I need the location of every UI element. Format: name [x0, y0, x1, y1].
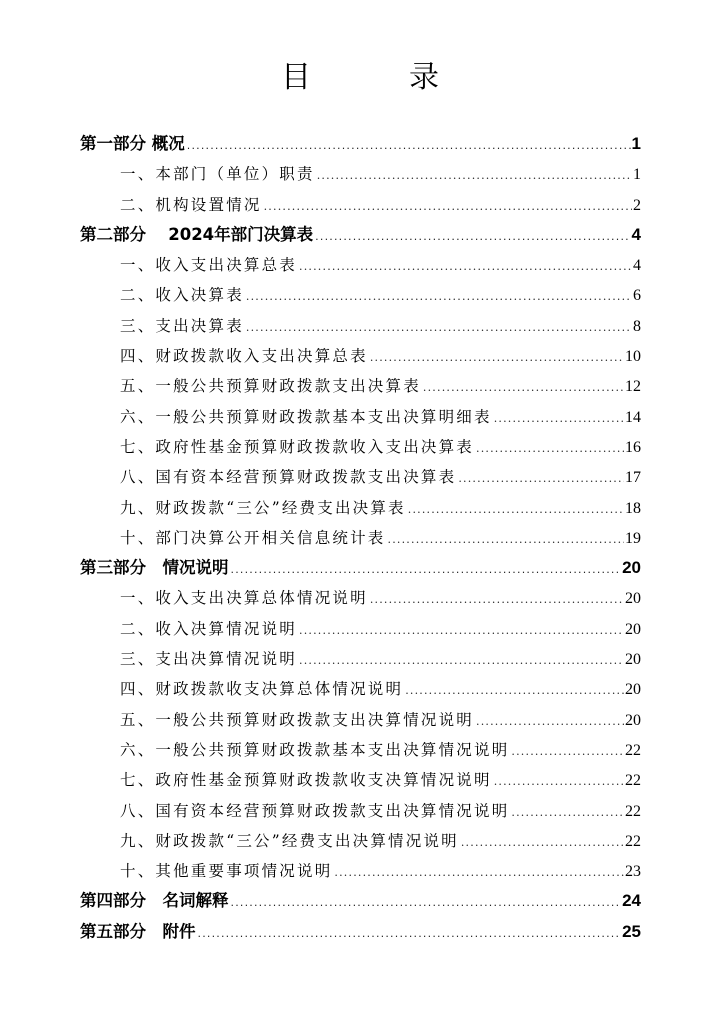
toc-page-number: 19 — [625, 529, 641, 547]
toc-page-number: 22 — [625, 802, 641, 820]
toc-entry-label: 四、财政拨款收入支出决算总表 — [120, 347, 368, 366]
toc-entry-label: 第一部分 概况 — [80, 134, 185, 153]
toc-entry-label: 十、其他重要事项情况说明 — [120, 862, 333, 881]
toc-entry-label: 六、一般公共预算财政拨款基本支出决算明细表 — [120, 407, 492, 426]
toc-dot-leader — [299, 646, 624, 676]
toc-page-number: 17 — [625, 469, 641, 487]
toc-entry-label: 四、财政拨款收支决算总体情况说明 — [120, 680, 404, 699]
toc-page-number: 20 — [625, 651, 641, 669]
toc-page-number: 14 — [625, 408, 641, 426]
toc-page-number: 20 — [622, 558, 641, 578]
toc-section-entry[interactable] — [80, 553, 641, 583]
toc-subsection-entry[interactable] — [80, 705, 641, 735]
toc-subsection-entry[interactable] — [80, 674, 641, 704]
toc-entry-label: 九、财政拨款“三公”经费支出决算表 — [120, 498, 406, 517]
toc-dot-leader — [187, 131, 631, 161]
toc-entry-label: 七、政府性基金预算财政拨款收入支出决算表 — [120, 437, 475, 456]
toc-dot-leader — [231, 888, 622, 918]
toc-page-number: 8 — [633, 317, 641, 335]
toc-subsection-entry[interactable] — [80, 462, 641, 492]
toc-dot-leader — [334, 858, 624, 888]
toc-dot-leader — [511, 737, 624, 767]
toc-page-number: 20 — [625, 590, 641, 608]
toc-entry-label: 九、财政拨款“三公”经费支出决算情况说明 — [120, 831, 459, 850]
toc-dot-leader — [370, 585, 624, 615]
toc-entry-label: 一、收入支出决算总体情况说明 — [120, 589, 368, 608]
toc-dot-leader — [299, 616, 624, 646]
toc-page-number: 18 — [625, 499, 641, 517]
toc-dot-leader — [476, 434, 624, 464]
toc-page-number: 6 — [633, 287, 641, 305]
toc-subsection-entry[interactable] — [80, 190, 641, 220]
toc-entry-label: 十、部门决算公开相关信息统计表 — [120, 528, 386, 547]
toc-entry-label: 一、本部门（单位）职责 — [120, 165, 315, 184]
toc-page-number: 10 — [625, 348, 641, 366]
toc-dot-leader — [198, 919, 622, 949]
toc-entry-label: 八、国有资本经营预算财政拨款支出决算情况说明 — [120, 801, 510, 820]
toc-section-entry[interactable] — [80, 917, 641, 947]
toc-entry-label: 二、收入决算表 — [120, 286, 244, 305]
toc-subsection-entry[interactable] — [80, 250, 641, 280]
toc-dot-leader — [299, 252, 632, 282]
toc-dot-leader — [246, 313, 632, 343]
toc-entry-label: 七、政府性基金预算财政拨款收支决算情况说明 — [120, 771, 492, 790]
toc-subsection-entry[interactable] — [80, 311, 641, 341]
toc-page-number: 24 — [622, 891, 641, 911]
toc-page-number: 12 — [625, 378, 641, 396]
toc-entry-label: 五、一般公共预算财政拨款支出决算情况说明 — [120, 710, 475, 729]
toc-dot-leader — [408, 495, 624, 525]
toc-subsection-entry[interactable] — [80, 523, 641, 553]
page-title: 目 录 — [281, 60, 473, 95]
toc-subsection-entry[interactable] — [80, 856, 641, 886]
toc-entry-label: 三、支出决算表 — [120, 316, 244, 335]
toc-subsection-entry[interactable] — [80, 402, 641, 432]
toc-subsection-entry[interactable] — [80, 765, 641, 795]
toc-dot-leader — [461, 828, 624, 858]
table-of-contents — [80, 129, 641, 947]
toc-dot-leader — [423, 373, 624, 403]
toc-subsection-entry[interactable] — [80, 735, 641, 765]
toc-dot-leader — [494, 404, 624, 434]
toc-page-number: 2 — [633, 196, 641, 214]
toc-subsection-entry[interactable] — [80, 796, 641, 826]
toc-entry-label: 二、收入决算情况说明 — [120, 619, 298, 638]
toc-entry-label: 第五部分 附件 — [80, 921, 196, 941]
toc-subsection-entry[interactable] — [80, 159, 641, 189]
toc-dot-leader — [388, 525, 624, 555]
toc-subsection-entry[interactable] — [80, 644, 641, 674]
toc-page-number: 20 — [625, 681, 641, 699]
toc-subsection-entry[interactable] — [80, 280, 641, 310]
toc-entry-label: 第四部分 名词解释 — [80, 891, 229, 911]
toc-dot-leader — [246, 282, 632, 312]
toc-page-number: 23 — [625, 863, 641, 881]
toc-entry-label: 第三部分 情况说明 — [80, 558, 229, 578]
toc-entry-label: 八、国有资本经营预算财政拨款支出决算表 — [120, 468, 457, 487]
toc-entry-label: 一、收入支出决算总表 — [120, 256, 298, 275]
toc-dot-leader — [315, 222, 630, 252]
toc-subsection-entry[interactable] — [80, 493, 641, 523]
toc-entry-label: 二、机构设置情况 — [120, 195, 262, 214]
toc-subsection-entry[interactable] — [80, 826, 641, 856]
toc-section-entry[interactable] — [80, 886, 641, 916]
toc-dot-leader — [231, 555, 622, 585]
toc-dot-leader — [458, 464, 624, 494]
toc-page-number: 22 — [625, 741, 641, 759]
toc-entry-label: 六、一般公共预算财政拨款基本支出决算情况说明 — [120, 740, 510, 759]
toc-dot-leader — [494, 767, 624, 797]
toc-dot-leader — [405, 676, 624, 706]
toc-page-number: 1 — [633, 166, 641, 184]
toc-dot-leader — [370, 343, 624, 373]
toc-dot-leader — [511, 798, 624, 828]
toc-page-number: 22 — [625, 772, 641, 790]
toc-page-number: 20 — [625, 711, 641, 729]
toc-page-number: 16 — [625, 438, 641, 456]
toc-dot-leader — [476, 707, 624, 737]
toc-subsection-entry[interactable] — [80, 583, 641, 613]
toc-dot-leader — [264, 192, 632, 222]
toc-section-entry[interactable] — [80, 129, 641, 159]
toc-page-number: 4 — [631, 224, 641, 244]
toc-subsection-entry[interactable] — [80, 371, 641, 401]
toc-page-number: 20 — [625, 620, 641, 638]
toc-page-number: 1 — [631, 134, 641, 153]
toc-entry-label: 第二部分 2024年部门决算表 — [80, 224, 314, 244]
toc-subsection-entry[interactable] — [80, 341, 641, 371]
toc-entry-label: 三、支出决算情况说明 — [120, 650, 298, 669]
toc-section-entry[interactable] — [80, 220, 641, 250]
toc-page-number: 4 — [633, 257, 641, 275]
toc-subsection-entry[interactable] — [80, 432, 641, 462]
toc-entry-label: 五、一般公共预算财政拨款支出决算表 — [120, 377, 421, 396]
toc-dot-leader — [317, 161, 632, 191]
toc-subsection-entry[interactable] — [80, 614, 641, 644]
toc-page-number: 22 — [625, 832, 641, 850]
toc-page-number: 25 — [622, 921, 641, 941]
